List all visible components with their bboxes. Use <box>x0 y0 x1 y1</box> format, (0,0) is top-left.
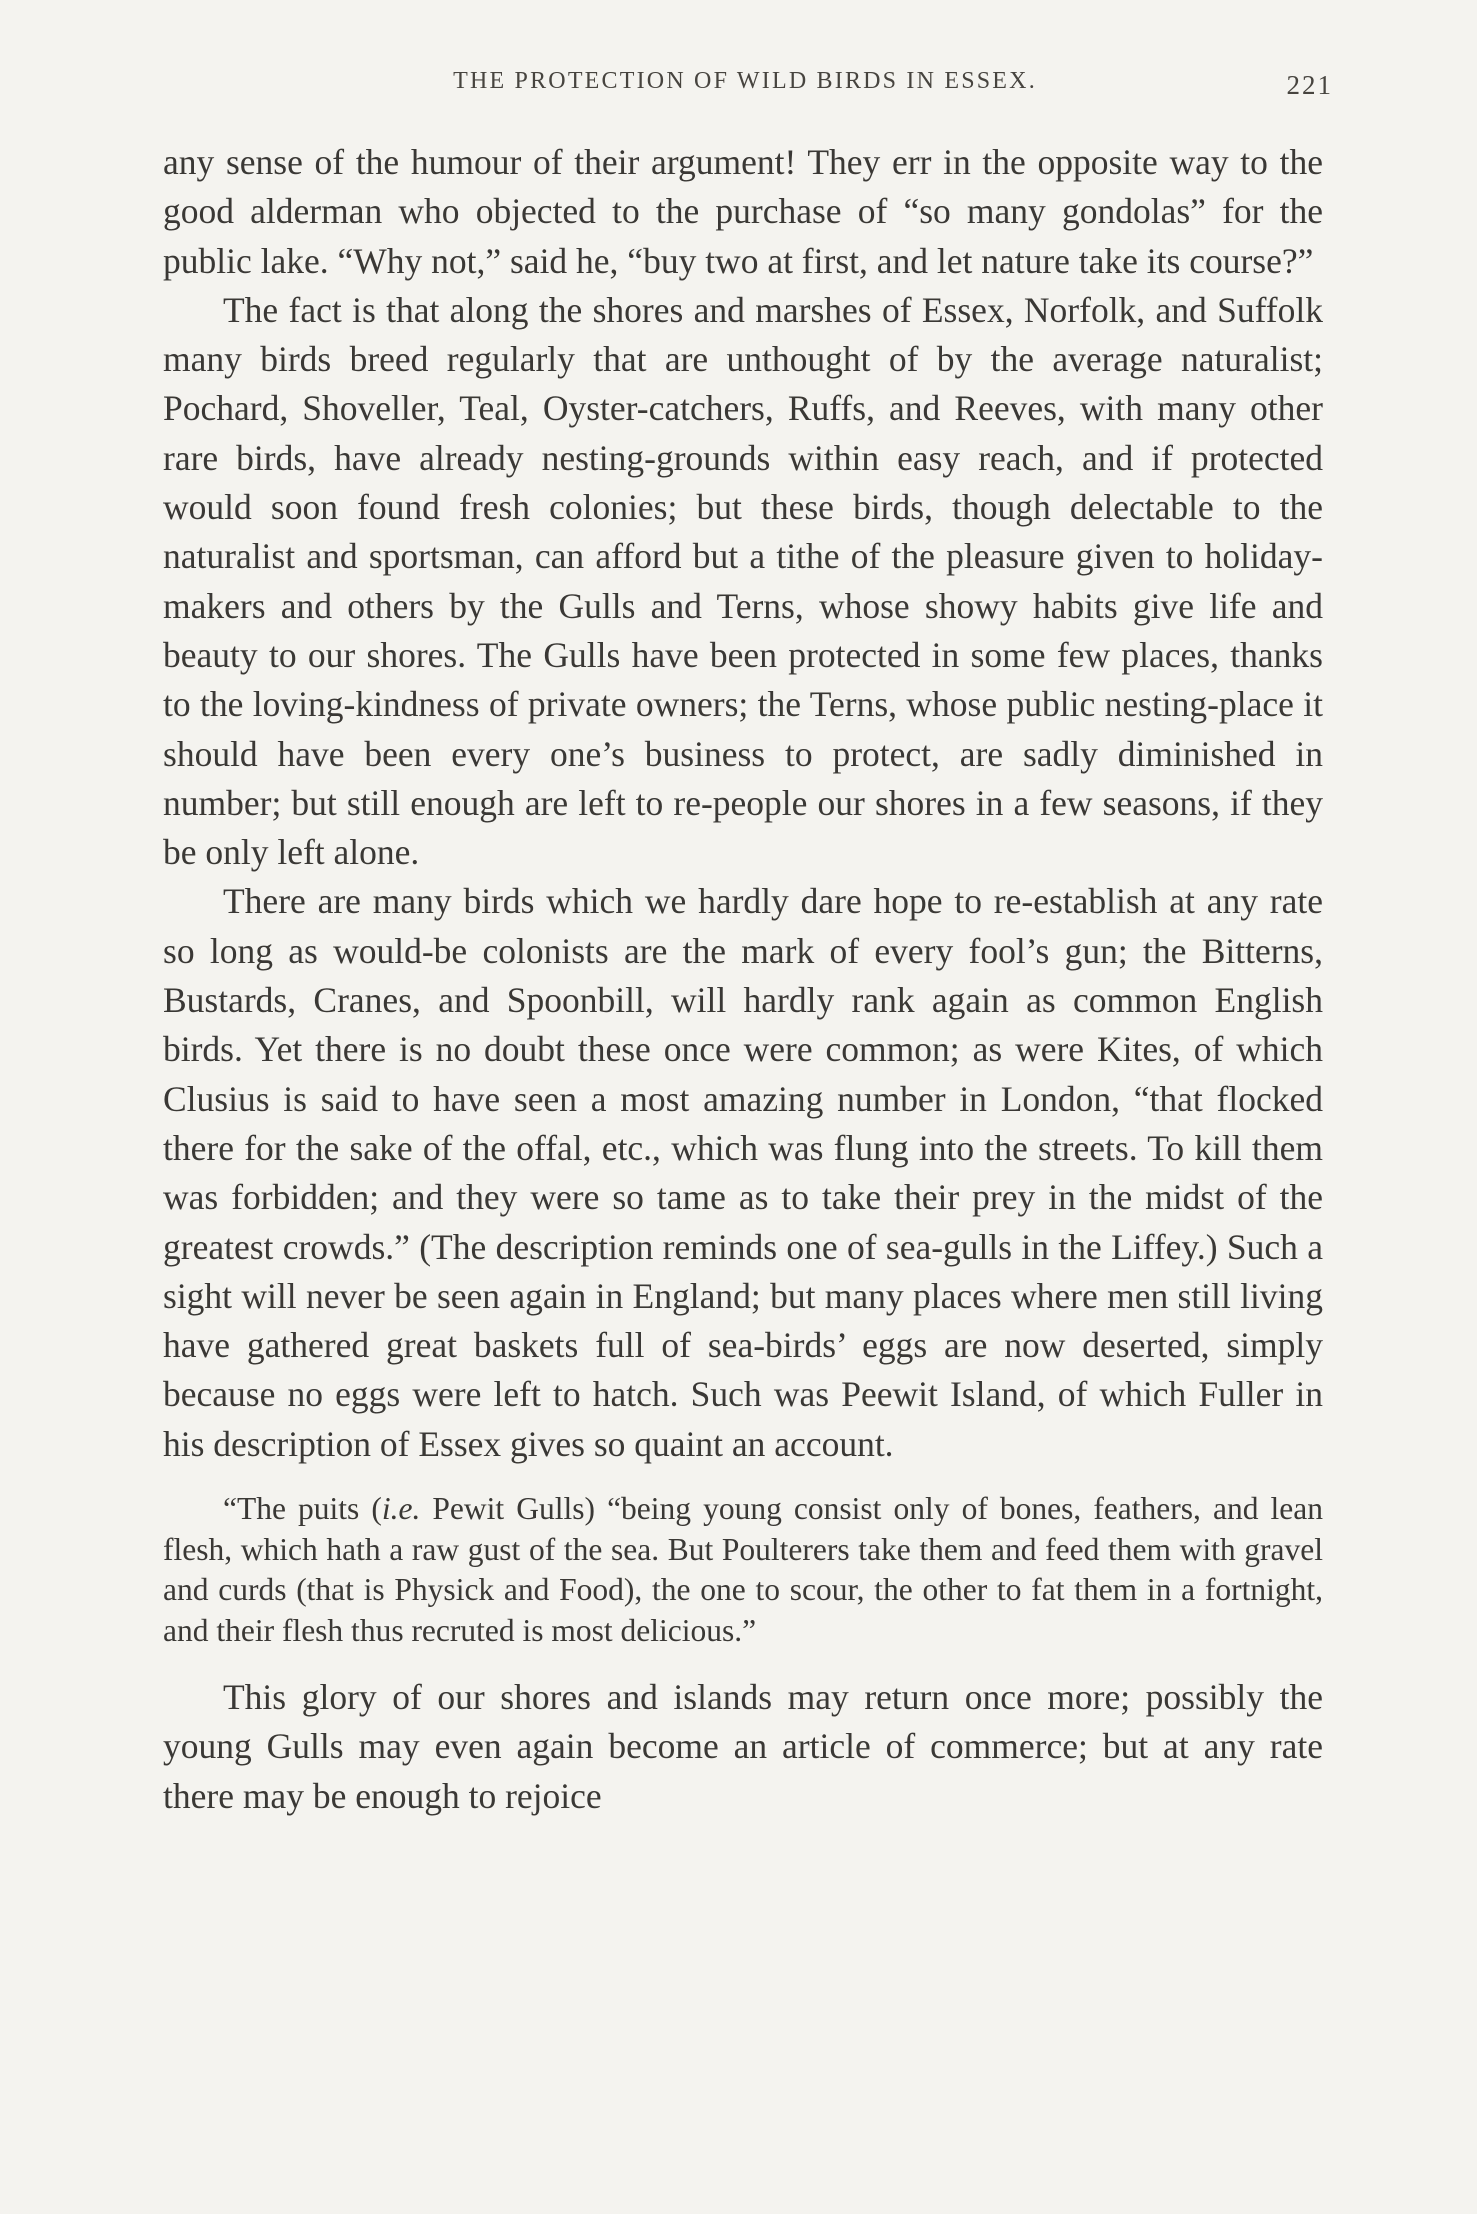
paragraph-continued: any sense of the humour of their argument! They err in the opposite way to the good alderman who objected to the purchase of “so many gondolas” for the public lake. “Why not,” said he, “buy two at first, and let nature take its course?” <box>163 142 1323 281</box>
page-number: 221 <box>1286 70 1333 100</box>
quote-text-start: “The puits ( <box>223 1491 382 1527</box>
fuller-quotation <box>163 1489 1323 1651</box>
paragraph-glory-return: This glory of our shores and islands may return once more; possibly the young Gulls may even again become an article of commerce; but at any rate there may be enough to rejoice <box>163 1677 1323 1816</box>
running-title: THE PROTECTION OF WILD BIRDS IN ESSEX. <box>453 68 1037 94</box>
body-text <box>163 138 1323 1821</box>
quote-text-rest: Pewit Gulls) “being young consist only of bones, feathers, and lean flesh, which hath a raw gust of the sea. But Poulterers take them and feed them with gravel and curds (that is Physick and Food), the one to scour, the other to fat them in a fortnight, and their flesh thus recruted is most delicious.” <box>163 1491 1323 1648</box>
running-head <box>165 68 1333 108</box>
paragraph-rare-birds: There are many birds which we hardly dare hope to re-establish at any rate so long as would-be colonists are the mark of every fool’s gun; the Bitterns, Bustards, Cranes, and Spoonbill, will hardly rank again as common English birds. Yet there is no doubt these once were common; as were Kites, of which Clusius is said to have seen a most amazing number in London, “that flocked there for the sake of the offal, etc., which was flung into the streets. To kill them was forbidden; and they were so tame as to take their prey in the midst of the greatest crowds.” (The description reminds one of sea-gulls in the Liffey.) Such a sight will never be seen again in England; but many places where men still living have gathered great baskets full of sea-birds’ eggs are now deserted, simply because no eggs were left to hatch. Such was Peewit Island, of which Fuller in his description of Essex gives so quaint an account. <box>163 881 1323 1464</box>
paragraph-essex-shores: The fact is that along the shores and marshes of Essex, Norfolk, and Suffolk many birds breed regularly that are unthought of by the average naturalist; Pochard, Shoveller, Teal, Oyster-catchers, Ruffs, and Reeves, with many other rare birds, have already nesting-grounds within easy reach, and if protected would soon found fresh colonies; but these birds, though delectable to the naturalist and sportsman, can afford but a tithe of the pleasure given to holiday-makers and others by the Gulls and Terns, whose showy habits give life and beauty to our shores. The Gulls have been protected in some few places, thanks to the loving-kindness of private owners; the Terns, whose public nesting-place it should have been every one’s business to protect, are sadly diminished in number; but still enough are left to re-people our shores in a few seasons, if they be only left alone. <box>163 289 1323 873</box>
quote-italic-abbrev: i.e. <box>381 1491 421 1527</box>
